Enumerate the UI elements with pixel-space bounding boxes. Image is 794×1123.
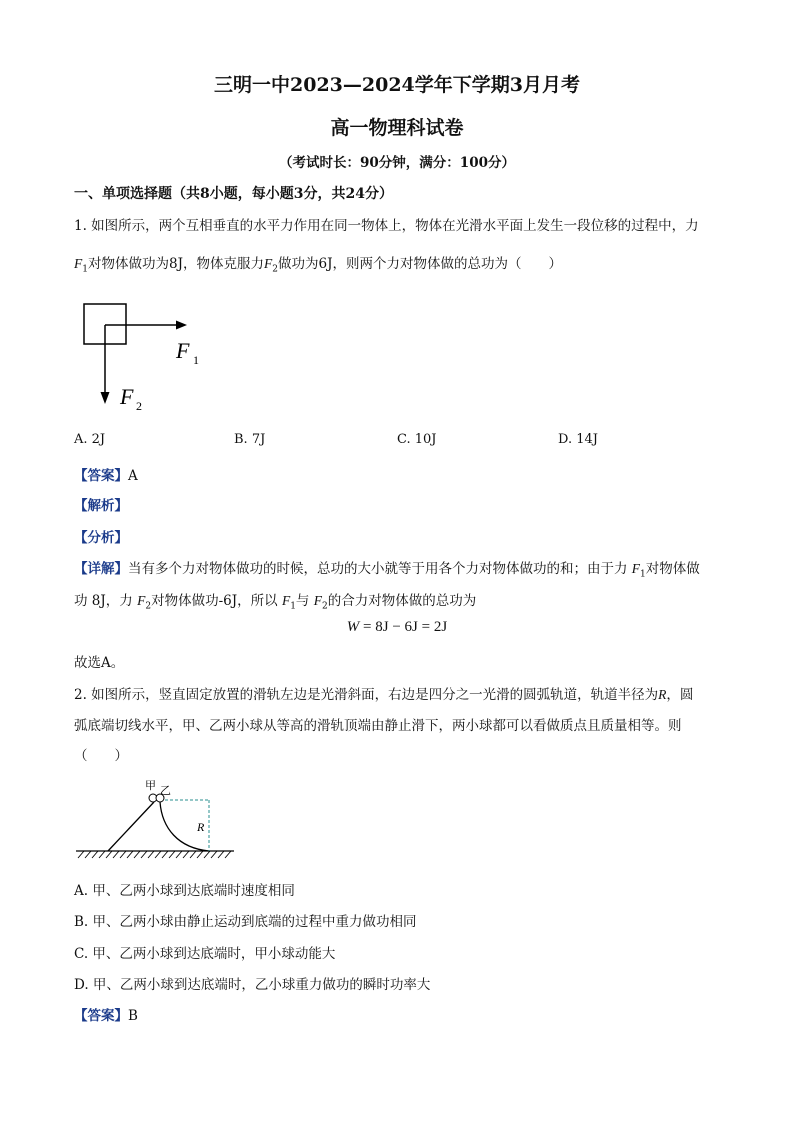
q1-option-d: D. 14J <box>558 432 598 447</box>
f2-label: F <box>120 384 134 409</box>
q2-stem-line1: 2. 如图所示，竖直固定放置的滑轨左边是光滑斜面，右边是四分之一光滑的圆弧轨道，轨道半径为R，圆 <box>74 687 694 703</box>
q1-option-c: C. 10J <box>397 432 437 447</box>
exam-duration-note: （考试时长：90分钟，满分：100分） <box>279 155 515 171</box>
ground-hatching <box>78 851 231 858</box>
incline-line <box>108 802 154 851</box>
q1-stem-line2: $F_1$对物体做功为8J，物体克服力$F_2$做功为6J，则两个力对物体做的总功为（ ） <box>74 256 562 275</box>
label-yi: 乙 <box>160 785 171 797</box>
q2-answer: 【答案】B <box>74 1008 138 1024</box>
q1-fenxi-label: 【分析】 <box>74 530 128 546</box>
label-r: R <box>197 820 205 834</box>
f2-arrowhead <box>101 392 110 404</box>
q1-option-a: A. 2J <box>74 432 106 447</box>
q1-detail-line2: 功 8J，力 $F_2$对物体做功-6J，所以 $F_1$与 $F_2$的合力对物体做的总功为 <box>74 593 477 612</box>
f1-arrowhead <box>176 321 187 330</box>
section-heading: 一、单项选择题（共8小题，每小题3分，共24分） <box>74 186 393 202</box>
exam-subtitle: 高一物理科试卷 <box>330 117 464 139</box>
q2-stem-line3: （ ） <box>74 748 128 764</box>
q2-track-diagram <box>72 772 240 864</box>
q2-option-c: C. 甲、乙两小球到达底端时，甲小球动能大 <box>74 946 336 962</box>
q2-option-d: D. 甲、乙两小球到达底端时，乙小球重力做功的瞬时功率大 <box>74 977 431 993</box>
q1-conclusion: 故选A。 <box>74 655 125 671</box>
q1-stem-line1: 1. 如图所示，两个互相垂直的水平力作用在同一物体上，物体在光滑水平面上发生一段位移的过程中，力 <box>74 218 699 234</box>
f1-label: F <box>176 338 190 363</box>
q2-stem-line2: 弧底端切线水平，甲、乙两小球从等高的滑轨顶端由静止滑下，两小球都可以看做质点且质量相等。则 <box>74 718 682 734</box>
q1-answer: 【答案】A <box>74 468 138 484</box>
label-jia: 甲 <box>145 780 156 792</box>
q1-formula: W = 8J − 6J = 2J <box>346 619 448 635</box>
q1-option-b: B. 7J <box>234 432 266 447</box>
exam-title: 三明一中2023—2024学年下学期3月月考 <box>214 74 580 96</box>
f2-label-sub: 2 <box>136 399 142 413</box>
q1-analysis-label: 【解析】 <box>74 498 128 514</box>
f1-label-sub: 1 <box>193 353 199 367</box>
q2-option-b: B. 甲、乙两小球由静止运动到底端的过程中重力做功相同 <box>74 914 417 930</box>
q1-force-diagram <box>70 292 220 422</box>
q1-detail-line1: 【详解】当有多个力对物体做功的时候，总功的大小就等于用各个力对物体做功的和；由于力 $F_1$对物体做 <box>74 561 700 580</box>
q2-option-a: A. 甲、乙两小球到达底端时速度相同 <box>74 883 295 899</box>
